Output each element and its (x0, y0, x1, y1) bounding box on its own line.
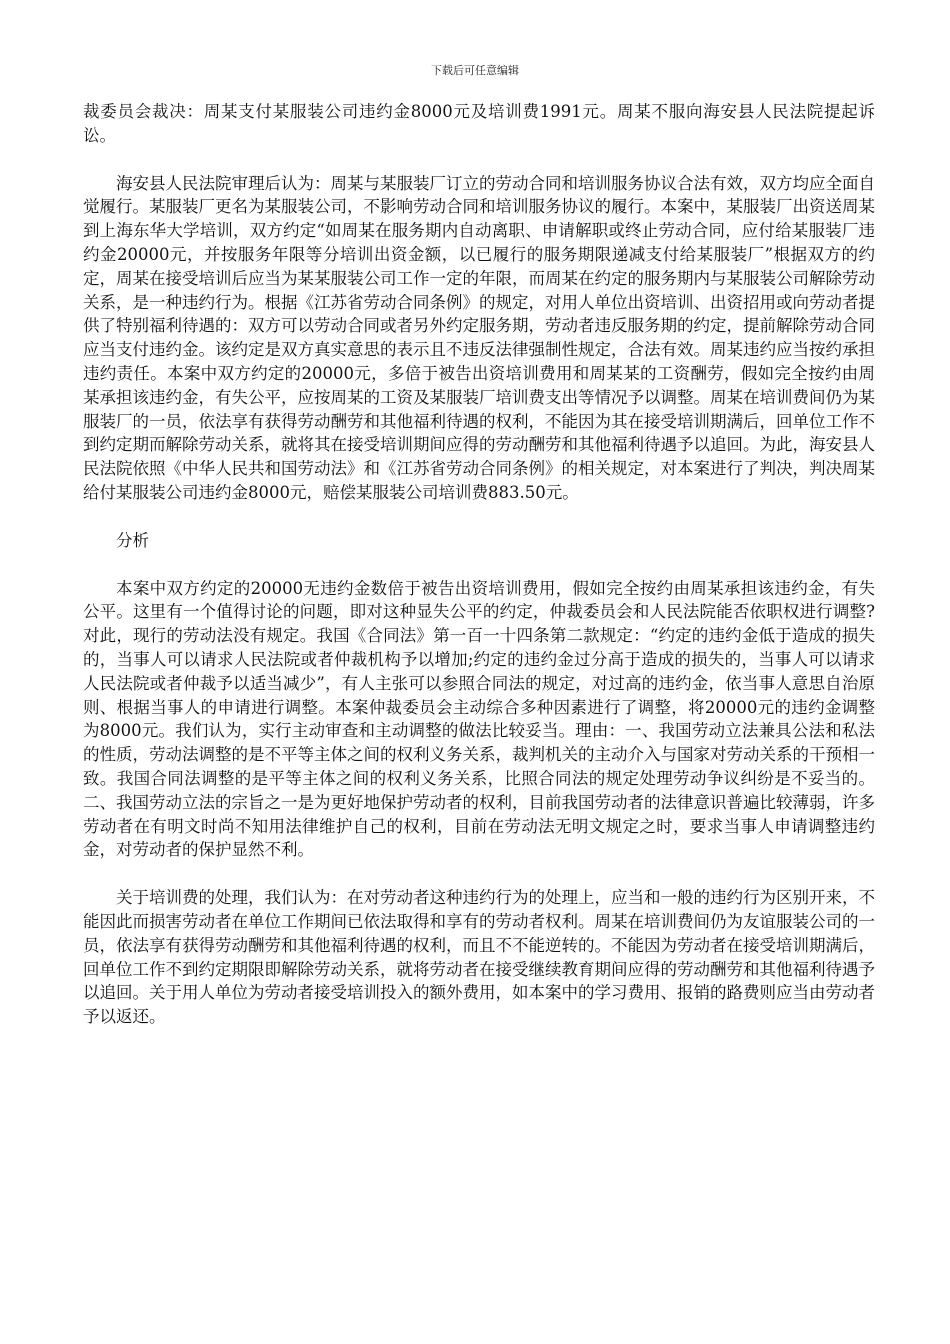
document-body (83, 100, 875, 1053)
paragraph-arbitration-ruling: 裁委员会裁决：周某支付某服装公司违约金8000元及培训费1991元。周某不服向海安县人民法院提起诉讼。 (83, 102, 875, 145)
paragraph-analysis-training-fee: 关于培训费的处理，我们认为：在对劳动者这种违约行为的处理上，应当和一般的违约行为区别开来，不能因此而损害劳动者在单位工作期间已依法取得和享有的劳动者权利。周某在培训费间仍为友谊服装公司的一员，依法享有获得劳动酬劳和其他福利待遇的权利，而且不不能逆转的。不能因为劳动者在接受培训期满后，回单位工作不到约定期限即解除劳动关系，就将劳动者在接受继续教育期间应得的劳动酬劳和其他福利待遇予以追回。关于用人单位为劳动者接受培训投入的额外费用，如本案中的学习费用、报销的路费则应当由劳动者予以返还。 (83, 888, 875, 1027)
page-header: 下载后可任意编辑 (431, 64, 519, 77)
section-heading-analysis: 分析 (116, 530, 149, 550)
paragraph-analysis-penalty: 本案中双方约定的20000无违约金数倍于被告出资培训费用，假如完全按约由周某承担该违约金，有失公平。这里有一个值得讨论的问题，即对这种显失公平的约定，仲裁委员会和人民法院能否依职权进行调整?对此，现行的劳动法没有规定。我国《合同法》第一百一十四条第二款规定：“约定的违约金低于造成的损失的，当事人可以请求人民法院或者仲裁机构予以增加;约定的违约金过分高于造成的损失的，当事人可以请求人民法院或者仲裁予以适当减少”，有人主张可以参照合同法的规定，对过高的违约金，依当事人意思自治原则、根据当事人的申请进行调整。本案仲裁委员会主动综合多种因素进行了调整，将20000元的违约金调整为8000元。我们认为，实行主动审查和主动调整的做法比较妥当。理由：一、我国劳动立法兼具公法和私法的性质，劳动法调整的是不平等主体之间的权利义务关系，裁判机关的主动介入与国家对劳动关系的干预相一致。我国合同法调整的是平等主体之间的权利义务关系，比照合同法的规定处理劳动争议纠纷是不妥当的。二、我国劳动立法的宗旨之一是为更好地保护劳动者的权利，目前我国劳动者的法律意识普遍比较薄弱，许多劳动者在有明文时尚不知用法律维护自己的权利，目前在劳动法无明文规定之时，要求当事人申请调整违约金，对劳动者的保护显然不利。 (83, 578, 875, 860)
paragraph-court-judgment: 海安县人民法院审理后认为：周某与某服装厂订立的劳动合同和培训服务协议合法有效，双方均应全面自觉履行。某服装厂更名为某服装公司，不影响劳动合同和培训服务协议的履行。本案中，某服装厂出资送周某到上海东华大学培训，双方约定“如周某在服务期内自动离职、申请解职或终止劳动合同，应付给某服装厂违约金20000元，并按服务年限等分培训出资金额，以已履行的服务期限递减支付给某服装厂”根据双方的约定，周某在接受培训后应当为某某服装公司工作一定的年限，而周某在约定的服务期内与某服装公司解除劳动关系，是一种违约行为。根据《江苏省劳动合同条例》的规定，对用人单位出资培训、出资招用或向劳动者提供了特别福利待遇的：双方可以劳动合同或者另外约定服务期，劳动者违反服务期的约定，提前解除劳动合同应当支付违约金。该约定是双方真实意思的表示且不违反法律强制性规定，合法有效。周某违约应当按约承担违约责任。本案中双方约定的20000元，多倍于被告出资培训费用和周某某的工资酬劳，假如完全按约由周某承担该违约金，有失公平，应按周某的工资及某服装厂培训费支出等情况予以调整。周某在培训费间仍为某服装厂的一员，依法享有获得劳动酬劳和其他福利待遇的权利，不能因为其在接受培训期满后，回单位工作不到约定期而解除劳动关系，就将其在接受培训期间应得的劳动酬劳和其他福利待遇予以追回。为此，海安县人民法院依照《中华人民共和国劳动法》和《江苏省劳动合同条例》的相关规定，对本案进行了判决，判决周某给付某服装公司违约金8000元，赔偿某服装公司培训费883.50元。 (83, 173, 875, 502)
